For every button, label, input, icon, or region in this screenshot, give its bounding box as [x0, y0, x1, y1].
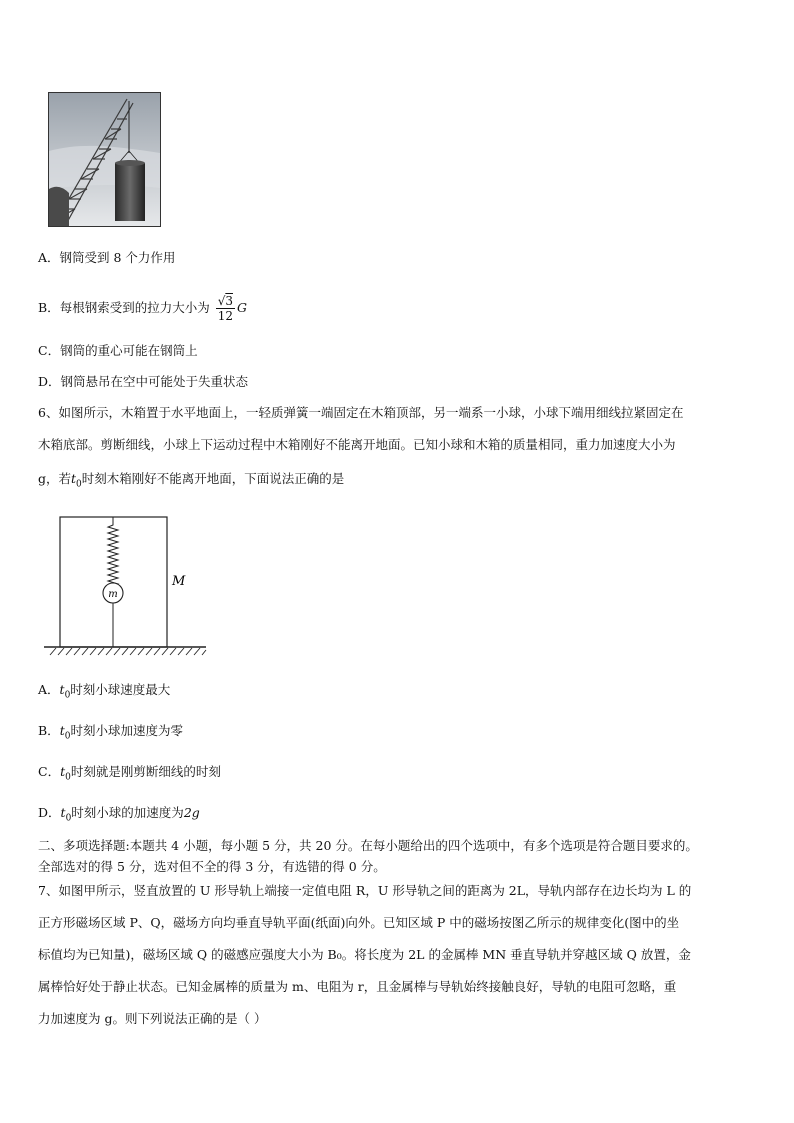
time-subscript: 0	[65, 772, 71, 783]
option-letter: D．	[38, 805, 61, 820]
q5-option-b	[38, 288, 247, 328]
q6-stem-line3	[38, 471, 344, 493]
q5-option-d	[38, 374, 248, 390]
acceleration-value: 2g	[183, 805, 200, 820]
time-symbol: t	[60, 805, 66, 820]
box-label: M	[172, 574, 186, 589]
fraction-numerator: √3	[217, 294, 233, 308]
q5-option-a	[38, 250, 175, 266]
option-letter: B．	[38, 723, 60, 738]
option-letter: B．	[38, 300, 60, 315]
ball-label: m	[108, 589, 118, 600]
option-letter: C．	[38, 343, 61, 358]
box-spring-ball-diagram	[44, 515, 214, 660]
time-symbol: t	[59, 723, 65, 738]
q7-stem-line5: 力加速度为 g。则下列说法正确的是（ ）	[38, 1011, 267, 1026]
option-letter: D．	[38, 374, 61, 389]
q6-stem-line2: 木箱底部。剪断细线，小球上下运动过程中木箱刚好不能离开地面。已知小球和木箱的质量相同，重力加速度大小为	[38, 437, 676, 452]
time-symbol: t	[71, 471, 77, 486]
gravity-symbol: G	[236, 300, 247, 315]
option-letter: A．	[38, 682, 60, 697]
option-text: 每根钢索受到的拉力大小为	[59, 300, 210, 315]
fraction-denominator: 12	[217, 309, 233, 323]
q7-stem-line3: 标值均为已知量)，磁场区域 Q 的磁感应强度大小为 B₀。将长度为 2L 的金属棒 MN 垂直导轨并穿越区域 Q 放置，金	[38, 947, 691, 962]
stem-text: 时刻木箱刚好不能离开地面，下面说法正确的是	[81, 471, 345, 486]
option-text: 时刻小球加速度为零	[70, 723, 183, 738]
sqrt-radicand: 3	[225, 294, 233, 308]
option-text: 钢筒受到 8 个力作用	[59, 250, 176, 265]
option-letter: A．	[38, 250, 60, 265]
crane-photo	[48, 92, 161, 227]
q7-stem-line2: 正方形磁场区域 P、Q，磁场方向均垂直导轨平面(纸面)向外。已知区域 P 中的磁场按图乙所示的规律变化(图中的坐	[38, 915, 680, 930]
q7-stem-line4: 属棒恰好处于静止状态。已知金属棒的质量为 m、电阻为 r，且金属棒与导轨始终接触良好，导轨的电阻可忽略，重	[38, 979, 677, 994]
option-text: 时刻小球速度最大	[70, 682, 171, 697]
option-letter: C．	[38, 764, 61, 779]
q6-option-c	[38, 764, 221, 786]
time-subscript: 0	[65, 813, 72, 824]
q5-option-c	[38, 343, 198, 359]
q6-option-a	[38, 682, 170, 704]
time-symbol: t	[60, 764, 66, 779]
q6-stem-line1: 6、如图所示，木箱置于水平地面上，一轻质弹簧一端固定在木箱顶部，另一端系一小球，小球下端用细线拉紧固定在	[38, 405, 684, 420]
q6-option-b	[38, 723, 183, 745]
q7-stem-line1: 7、如图甲所示，竖直放置的 U 形导轨上端接一定值电阻 R，U 形导轨之间的距离为 2L，导轨内部存在边长均为 L 的	[38, 883, 692, 898]
option-text: 钢筒悬吊在空中可能处于失重状态	[60, 374, 249, 389]
q6-option-d	[38, 805, 200, 827]
option-text: 时刻就是刚剪断细线的时刻	[70, 764, 221, 779]
section2-header-line1: 二、多项选择题:本题共 4 小题，每小题 5 分，共 20 分。在每小题给出的四个选项中，有多个选项是符合题目要求的。	[38, 838, 698, 853]
section2-header-line2: 全部选对的得 5 分，选对但不全的得 3 分，有选错的得 0 分。	[38, 859, 386, 874]
q6-figure-box-spring	[44, 515, 214, 660]
time-subscript: 0	[64, 731, 71, 742]
stem-text: g，若	[38, 471, 72, 486]
fraction-sqrt3-over-12	[216, 294, 235, 323]
time-subscript: 0	[76, 479, 82, 490]
time-subscript: 0	[64, 690, 71, 701]
crane-lifting-cylinder-icon	[49, 93, 160, 226]
option-text: 时刻小球的加速度为	[71, 805, 184, 820]
time-symbol: t	[59, 682, 65, 697]
option-text: 钢筒的重心可能在钢筒上	[60, 343, 198, 358]
